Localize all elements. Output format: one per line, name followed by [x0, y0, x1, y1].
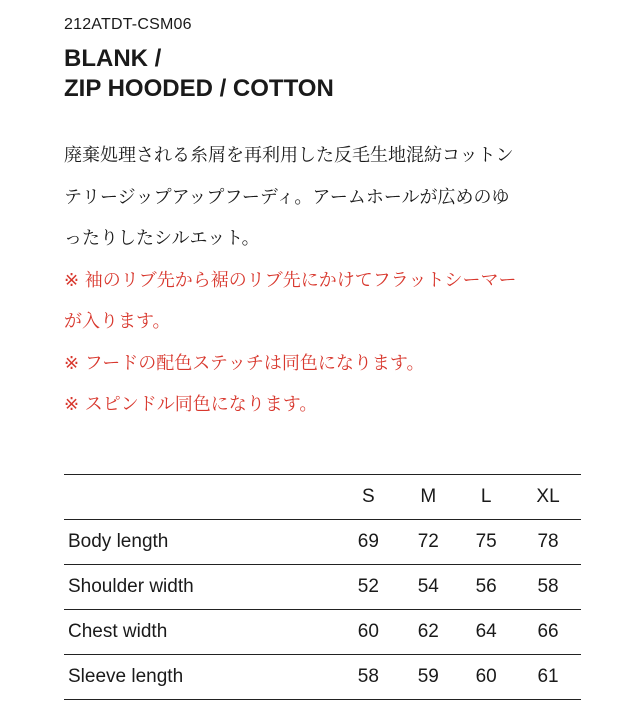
product-title	[64, 44, 334, 104]
note-line: ※ フードの配色ステッチは同色になります。	[64, 352, 425, 374]
table-cell: 52	[357, 576, 379, 597]
size-table-header-row	[64, 475, 581, 520]
table-cell: 60	[475, 666, 497, 687]
table-cell: 72	[417, 531, 439, 552]
table-cell: 56	[475, 576, 497, 597]
product-code: 212ATDT-CSM06	[64, 16, 192, 33]
table-cell: 54	[417, 576, 439, 597]
row-label-shoulder-width: Shoulder width	[68, 576, 194, 597]
table-cell: 64	[475, 621, 497, 642]
row-label-chest-width: Chest width	[68, 621, 168, 642]
table-cell: 60	[357, 621, 379, 642]
product-title-line-1: BLANK /	[64, 45, 162, 72]
description-line: 廃棄処理される糸屑を再利用した反毛生地混紡コットン	[64, 145, 514, 166]
table-cell: 66	[537, 621, 559, 642]
table-cell: 78	[537, 531, 559, 552]
table-row	[64, 520, 581, 565]
table-cell: 75	[475, 531, 497, 552]
size-table	[64, 474, 581, 700]
table-cell: 61	[537, 666, 559, 687]
table-cell: 69	[357, 531, 379, 552]
row-label-body-length: Body length	[68, 531, 169, 552]
table-cell: 59	[417, 666, 439, 687]
description-line: テリージップアップフーディ。アームホールが広めのゆ	[64, 186, 510, 208]
size-table-header-blank	[64, 475, 337, 520]
size-header-s: S	[362, 486, 375, 507]
size-header-l: L	[480, 486, 492, 507]
table-cell: 58	[357, 666, 379, 687]
product-description	[64, 135, 624, 426]
note-line: ※ スピンドル同色になります。	[64, 394, 318, 415]
table-cell: 62	[417, 621, 439, 642]
description-line: ったりしたシルエット。	[64, 228, 260, 249]
table-cell: 58	[537, 576, 559, 597]
note-line: ※ 袖のリブ先から裾のリブ先にかけてフラットシーマー	[64, 269, 517, 291]
product-title-line-2: ZIP HOODED / COTTON	[64, 75, 334, 102]
row-label-sleeve-length: Sleeve length	[68, 666, 184, 687]
table-row	[64, 610, 581, 655]
note-line: が入ります。	[64, 311, 171, 332]
table-row	[64, 655, 581, 700]
table-row	[64, 565, 581, 610]
size-header-xl: XL	[536, 486, 560, 507]
size-header-m: M	[420, 486, 437, 507]
